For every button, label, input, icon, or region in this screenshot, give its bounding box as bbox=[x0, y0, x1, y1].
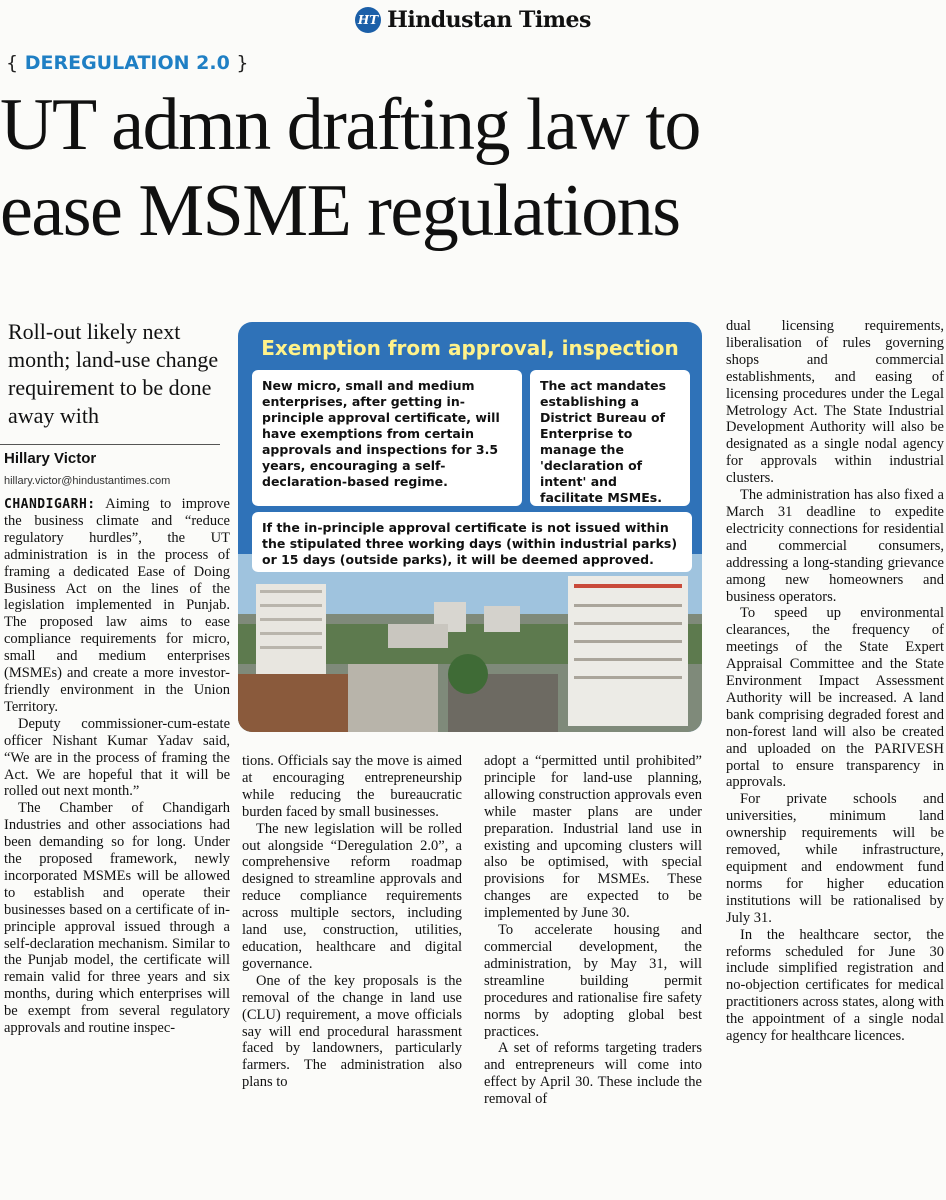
article-column-1 bbox=[4, 496, 230, 1037]
article-column-3 bbox=[484, 753, 702, 1108]
article-paragraph: tions. Officials say the move is aimed at encouraging entrepreneurship while reducing the bureaucratic burden faced by small businesses. bbox=[242, 753, 462, 820]
byline-email: hillary.victor@hindustantimes.com bbox=[4, 475, 171, 487]
subheadline: Roll-out likely next month; land-use change requirement to be done away with bbox=[8, 319, 219, 428]
ht-logo-icon: HT bbox=[355, 7, 381, 33]
paper-name: Hindustan Times bbox=[387, 7, 591, 33]
article-paragraph: In the healthcare sector, the reforms scheduled for June 30 include simplified registration and no-objection certificates for medical practitioners across states, along with the appointment of a single nodal agency for healthcare licences. bbox=[726, 926, 944, 1045]
article-paragraph: The administration has also fixed a March 31 deadline to expedite electricity connections for residential and commercial consumers, addressing a long-standing grievance among new homeowners and business operators. bbox=[726, 487, 944, 605]
section-kicker bbox=[6, 52, 249, 74]
city-skyline-photo bbox=[238, 554, 702, 732]
info-box-title: Exemption from approval, inspection bbox=[261, 336, 679, 360]
masthead bbox=[0, 6, 946, 34]
article-paragraph: adopt a “permitted until prohibited” principle for land-use planning, allowing construction approvals even while master plans are under preparation. Industrial land use in existing and upcoming clusters will also be optimised, with special provisions for MSMEs. These changes are expected to be implemented by June 30. bbox=[484, 753, 702, 922]
dateline: CHANDIGARH: bbox=[4, 497, 96, 512]
kicker-brace-right: } bbox=[236, 52, 249, 74]
headline bbox=[0, 82, 946, 254]
article-column-2 bbox=[242, 753, 462, 1091]
article-paragraph: To accelerate housing and commercial development, the administration, by May 31, will streamline building permit procedures and rationalise fire safety norms by adopting global best practices. bbox=[484, 922, 702, 1040]
article-paragraph: The new legislation will be rolled out alongside “Deregulation 2.0”, a comprehensive reform roadmap designed to streamline approvals and reduce compliance requirements across multiple sectors, including land use, construction, utilities, education, healthcare and digital governance. bbox=[242, 820, 462, 972]
byline-author: Hillary Victor bbox=[4, 450, 97, 467]
info-box bbox=[238, 322, 702, 732]
headline-line-2: ease MSME regulations bbox=[0, 170, 680, 252]
headline-line-1: UT admn drafting law to bbox=[0, 84, 700, 166]
kicker-label: DEREGULATION 2.0 bbox=[24, 52, 230, 74]
article-paragraph: One of the key proposals is the removal of the change in land use (CLU) requirement, a move officials say will end procedural harassment faced by landowners, particularly farmers. The administration also plans to bbox=[242, 972, 462, 1091]
article-paragraph: CHANDIGARH: Aiming to improve the business climate and “reduce regulatory hurdles”, the UT administration is in the process of framing a dedicated Ease of Doing Business Act on the lines of the legislation implemented in Punjab. The proposed law aims to ease compliance requirements for micro, small and medium enterprises (MSMEs) and create a more investor-friendly environment in the Union Territory. bbox=[4, 496, 230, 715]
article-paragraph: A set of reforms targeting traders and entrepreneurs will come into effect by April 30. These include the removal of bbox=[484, 1040, 702, 1108]
article-paragraph: For private schools and universities, minimum land ownership requirements will be removed, while infrastructure, equipment and endowment fund norms for higher education institutions will be rationalised by July 31. bbox=[726, 791, 944, 926]
byline-divider bbox=[0, 444, 220, 445]
article-paragraph: To speed up environmental clearances, the frequency of meetings of the State Expert Appraisal Committee and the State Environment Impact Assessment Authority will be increased. A land bank comprising degraded forest and non-forest land will also be created and uploaded on the PARIVESH portal to ensure transparency in approvals. bbox=[726, 605, 944, 791]
info-card-exemptions: New micro, small and medium enterprises, after getting in-principle approval certificate, will have exemptions from certain approvals and inspections for 3.5 years, encouraging a self-declaration-based regime. bbox=[252, 370, 522, 506]
info-card-district-bureau: The act mandates establishing a District Bureau of Enterprise to manage the 'declaration of intent' and facilitate MSMEs. bbox=[530, 370, 690, 506]
article-column-4 bbox=[726, 318, 944, 1045]
article-paragraph: dual licensing requirements, liberalisation of rules governing shops and commercial establishments, and easing of licensing procedures under the Legal Metrology Act. The State Industrial Development Authority will also be designated as a single nodal agency for approvals within industrial clusters. bbox=[726, 318, 944, 487]
article-paragraph: The Chamber of Chandigarh Industries and other associations had been demanding so for long. Under the proposed framework, newly incorporated MSMEs will be allowed to establish and operate their businesses based on a certificate of in-principle approval issued through a self-declaration mechanism. Similar to the Punjab model, the certificate will remain valid for three years and six months, during which enterprises will be exempt from several regulatory approvals and routine inspec- bbox=[4, 800, 230, 1037]
kicker-brace-left: { bbox=[6, 52, 19, 74]
article-paragraph: Deputy commissioner-cum-estate officer Nishant Kumar Yadav said, “We are in the process of framing the Act. We are hopeful that it will be rolled out next month.” bbox=[4, 715, 230, 800]
info-card-deemed-approval: If the in-principle approval certificate is not issued within the stipulated three working days (within industrial parks) or 15 days (outside parks), it will be deemed approved. bbox=[252, 512, 692, 572]
